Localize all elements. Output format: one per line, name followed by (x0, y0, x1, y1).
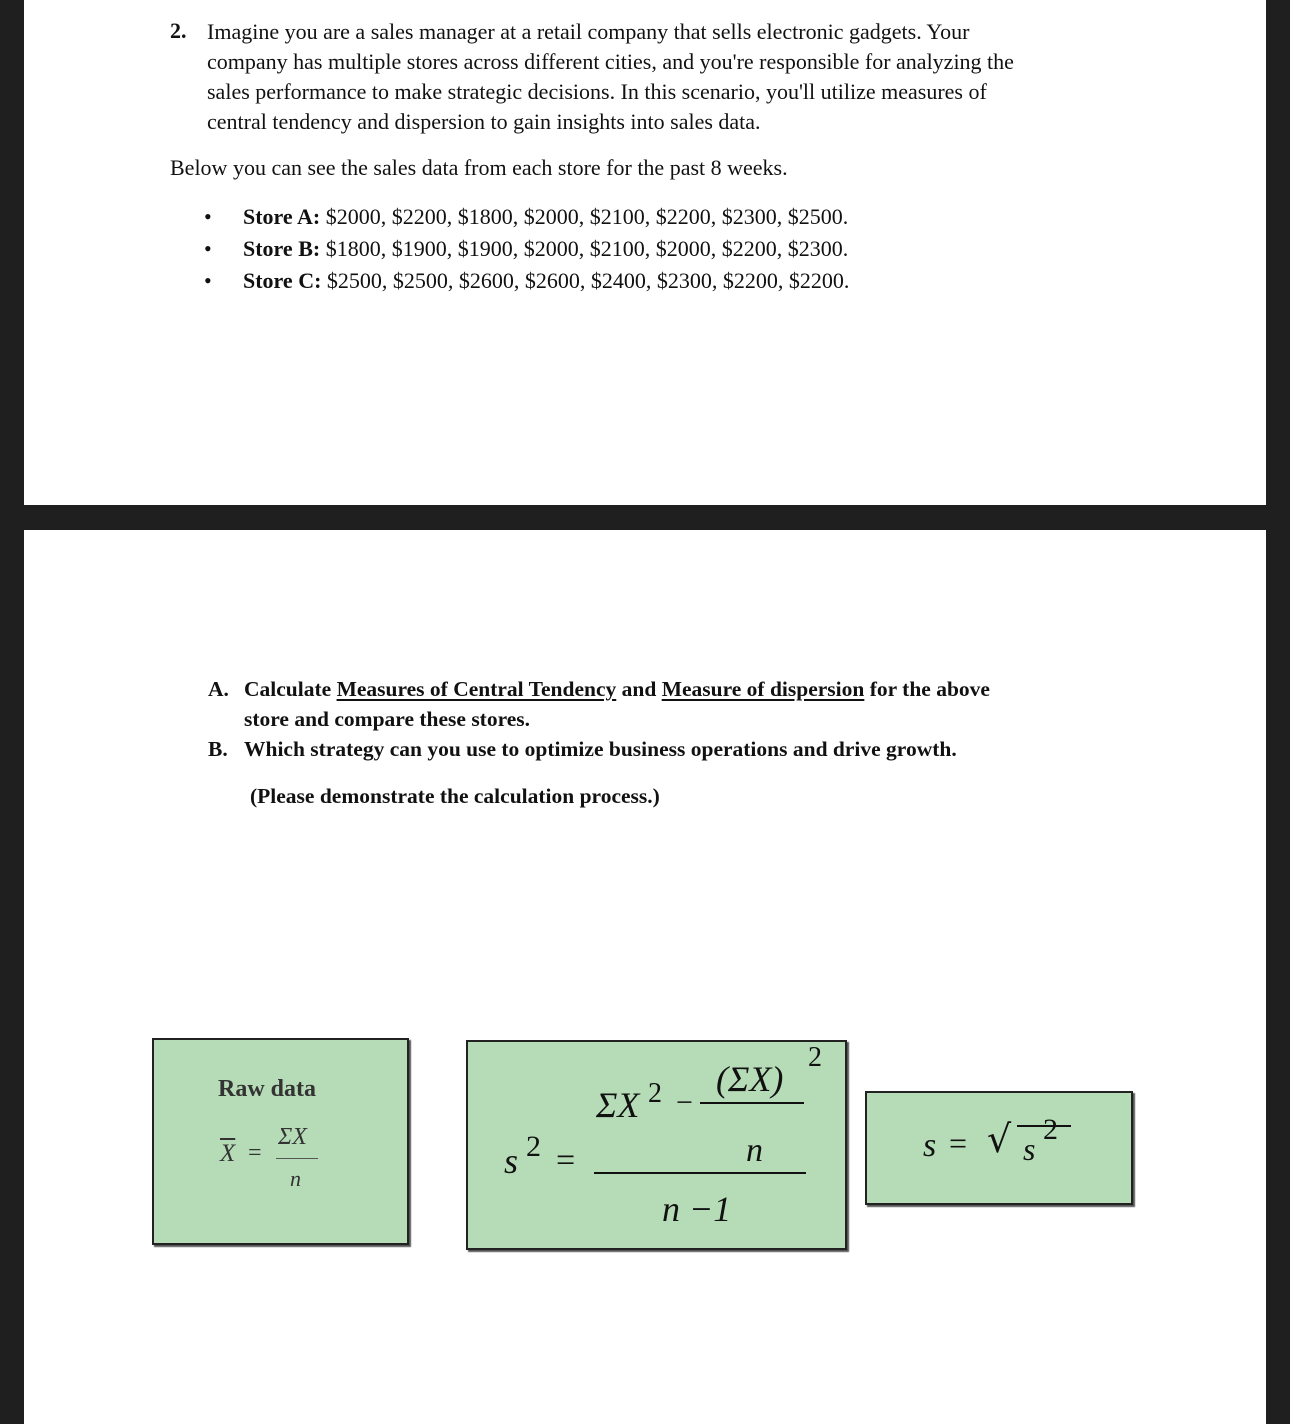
task-a-text-pre: Calculate (244, 677, 337, 701)
main-denominator: n −1 (662, 1189, 732, 1229)
variance-symbol: s (504, 1141, 519, 1181)
task-note: (Please demonstrate the calculation process.) (250, 784, 660, 808)
mean-formula-box (152, 1038, 409, 1245)
std-dev-formula-box (865, 1091, 1133, 1205)
inner-fraction-bar (700, 1102, 804, 1104)
page-2 (24, 530, 1266, 1424)
mean-equals: = (248, 1140, 262, 1166)
task-a (208, 677, 990, 702)
store-name: Store A: (243, 204, 321, 229)
question-number: 2. (170, 18, 187, 43)
page-1 (24, 0, 1266, 505)
task-a-marker: A. (208, 677, 229, 701)
task-a-line-2: store and compare these stores. (244, 707, 531, 731)
dispersion-link: Measure of dispersion (661, 677, 865, 701)
question-line-1: Imagine you are a sales manager at a retail company that sells electronic gadgets. Your (207, 19, 970, 44)
store-name: Store C: (243, 268, 322, 293)
minus-sign: − (676, 1086, 693, 1119)
sum-x-squared: ΣX (596, 1085, 640, 1125)
task-b-marker: B. (208, 737, 228, 761)
radicand: s (1023, 1131, 1036, 1167)
central-tendency-link: Measures of Central Tendency (336, 677, 617, 701)
inner-denominator: n (746, 1132, 763, 1169)
variance-equals: = (556, 1142, 576, 1179)
mean-denominator: n (290, 1166, 301, 1191)
bullet-icon: • (204, 268, 212, 293)
question-line-4: central tendency and dispersion to gain insights into sales data. (207, 109, 761, 134)
sum-x-squared-exponent: 2 (648, 1078, 662, 1109)
task-a-text-post: for the above (864, 677, 990, 701)
variance-formula-box (466, 1040, 847, 1250)
variance-exponent: 2 (526, 1130, 541, 1163)
bullet-icon: • (204, 236, 212, 261)
task-a-text-mid: and (616, 677, 662, 701)
bullet-icon: • (204, 204, 212, 229)
mean-fraction-bar (276, 1158, 318, 1159)
sum-x: (ΣX) (716, 1059, 784, 1099)
std-dev-equals: = (949, 1125, 968, 1161)
raw-data-title: Raw data (218, 1076, 317, 1102)
task-b (208, 737, 957, 762)
question-line-2: company has multiple stores across different cities, and you're responsible for analyzing the (207, 49, 1014, 74)
square-root-icon: √ (987, 1117, 1012, 1161)
question-line-3: sales performance to make strategic decisions. In this scenario, you'll utilize measures of (207, 79, 987, 104)
task-b-text: Which strategy can you use to optimize business operations and drive growth. (244, 737, 957, 761)
radicand-exponent: 2 (1043, 1113, 1058, 1146)
sum-x-exponent: 2 (808, 1042, 822, 1073)
intro-text: Below you can see the sales data from each store for the past 8 weeks. (170, 155, 788, 180)
std-dev-symbol: s (923, 1127, 937, 1164)
store-values: $2000, $2200, $1800, $2000, $2100, $2200, $2300, $2500. (325, 204, 849, 229)
main-fraction-bar (594, 1172, 806, 1174)
store-values: $1800, $1900, $1900, $2000, $2100, $2000, $2200, $2300. (325, 236, 849, 261)
mean-numerator: ΣX (278, 1124, 307, 1150)
store-name: Store B: (243, 236, 321, 261)
store-values: $2500, $2500, $2600, $2600, $2400, $2300, $2200, $2200. (326, 268, 850, 293)
mean-symbol: $\overline{X}$ (220, 1140, 236, 1167)
